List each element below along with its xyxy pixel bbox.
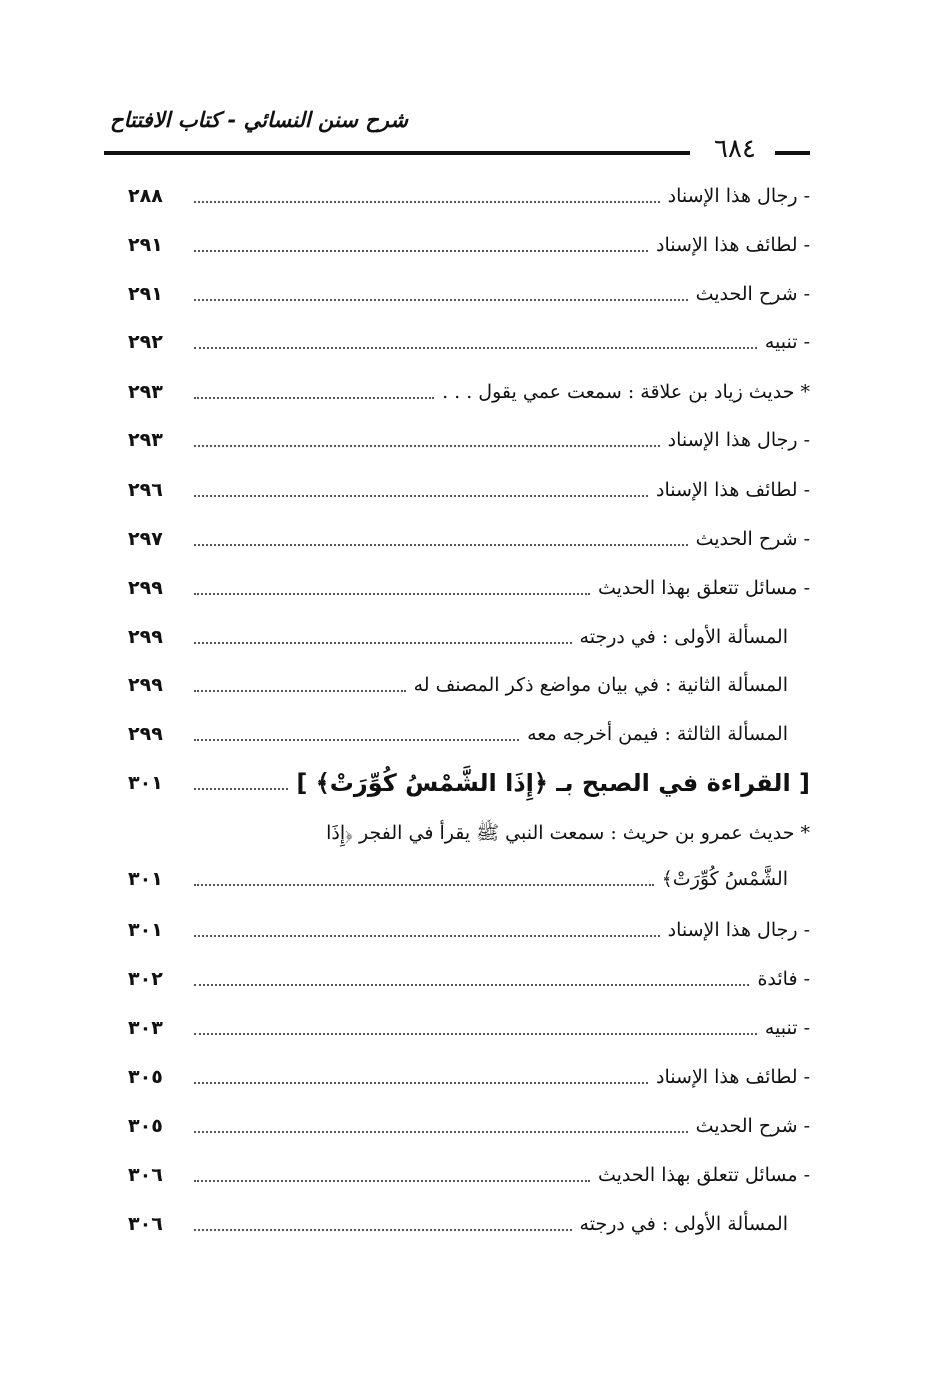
dot-leader — [194, 299, 688, 301]
toc-entry — [128, 420, 810, 460]
dot-leader — [194, 1180, 590, 1182]
entry-label: * حديث عمرو بن حريث : سمعت النبي ﷺ يقرأ في الفجر ﴿إِذَا — [326, 822, 810, 844]
entry-label: * حديث زياد بن علاقة : سمعت عمي يقول . . . — [442, 381, 810, 403]
toc-entry — [128, 274, 810, 314]
entry-label: - رجال هذا الإسناد — [667, 429, 810, 451]
entry-page: ٢٩٩ — [128, 626, 163, 648]
entry-label: المسألة الأولى : في درجته — [579, 1213, 788, 1235]
entry-page: ٢٩٢ — [128, 331, 163, 353]
entry-page: ٣٠٢ — [128, 968, 163, 990]
dot-leader — [194, 1033, 757, 1035]
entry-page: ٣٠٦ — [128, 1213, 163, 1235]
toc-entry — [128, 519, 810, 559]
entry-label: - مسائل تتعلق بهذا الحديث — [597, 1164, 810, 1186]
toc-entry — [128, 1204, 810, 1244]
dot-leader — [194, 739, 519, 741]
entry-label: - لطائف هذا الإسناد — [656, 479, 810, 501]
toc-entry — [128, 1155, 810, 1195]
dot-leader — [194, 788, 288, 790]
section-heading-label: [ القراءة في الصبح بـ ﴿إِذَا الشَّمْسُ كُوِّرَتْ﴾ ] — [296, 769, 810, 797]
toc-entry — [128, 225, 810, 265]
dot-leader — [194, 201, 660, 203]
entry-page: ٣٠٦ — [128, 1164, 163, 1186]
entry-label: - تنبيه — [764, 331, 810, 353]
header-rule — [104, 151, 690, 155]
entry-label: - لطائف هذا الإسناد — [656, 1066, 810, 1088]
toc-entry — [128, 959, 810, 999]
entry-page: ٢٩٩ — [128, 674, 163, 696]
entry-label: - شرح الحديث — [695, 528, 810, 550]
entry-label-continuation: الشَّمْسُ كُوِّرَتْ﴾ — [661, 868, 788, 890]
entry-label: المسألة الثانية : في بيان مواضع ذكر المصنف له — [413, 674, 788, 696]
dot-leader — [194, 250, 648, 252]
toc-entry — [128, 470, 810, 510]
toc-entry — [128, 372, 810, 412]
toc-entry — [128, 1008, 810, 1048]
toc-entry — [128, 568, 810, 608]
dot-leader — [194, 690, 406, 692]
toc-entry — [128, 665, 810, 705]
entry-page: ٢٩١ — [128, 234, 163, 256]
entry-label: - تنبيه — [764, 1017, 810, 1039]
toc-entry — [128, 1106, 810, 1146]
entry-page: ٢٩٦ — [128, 479, 163, 501]
dot-leader — [194, 935, 660, 937]
toc-entry — [128, 322, 810, 362]
entry-page: ٣٠٥ — [128, 1066, 163, 1088]
entry-page: ٣٠٣ — [128, 1017, 163, 1039]
entry-label: - فائدة — [757, 968, 810, 990]
entry-page: ٣٠١ — [128, 772, 163, 794]
page-number-dash — [775, 151, 810, 155]
toc-section-heading — [128, 763, 810, 803]
dot-leader — [194, 495, 648, 497]
entry-page: ٣٠٥ — [128, 1115, 163, 1137]
entry-page: ٢٩٩ — [128, 723, 163, 745]
entry-page: ٢٩٧ — [128, 528, 163, 550]
toc-entry — [128, 617, 810, 657]
dot-leader — [194, 984, 749, 986]
entry-label: - رجال هذا الإسناد — [667, 185, 810, 207]
entry-label: - شرح الحديث — [695, 283, 810, 305]
toc-entry — [128, 176, 810, 216]
dot-leader — [194, 347, 757, 349]
entry-page: ٢٨٨ — [128, 185, 163, 207]
dot-leader — [194, 445, 660, 447]
entry-label: - مسائل تتعلق بهذا الحديث — [597, 577, 810, 599]
toc-entry-two-line — [128, 810, 810, 902]
entry-page: ٢٩٣ — [128, 429, 163, 451]
entry-label: المسألة الثالثة : فيمن أخرجه معه — [527, 723, 788, 745]
entry-label: - رجال هذا الإسناد — [667, 919, 810, 941]
entry-page: ٣٠١ — [128, 868, 163, 890]
toc-entry — [128, 1057, 810, 1097]
entry-page: ٢٩٩ — [128, 577, 163, 599]
entry-page: ٢٩١ — [128, 283, 163, 305]
dot-leader — [194, 884, 654, 886]
entry-label: المسألة الأولى : في درجته — [579, 626, 788, 648]
dot-leader — [194, 1229, 572, 1231]
dot-leader — [194, 1131, 688, 1133]
entry-label: - شرح الحديث — [695, 1115, 810, 1137]
page-number: ٦٨٤ — [714, 134, 756, 164]
entry-label: - لطائف هذا الإسناد — [656, 234, 810, 256]
toc-entry — [128, 910, 810, 950]
dot-leader — [194, 642, 572, 644]
dot-leader — [194, 593, 590, 595]
running-header-title: شرح سنن النسائي - كتاب الافتتاح — [110, 108, 408, 132]
entry-page: ٣٠١ — [128, 919, 163, 941]
dot-leader — [194, 397, 434, 399]
entry-page: ٢٩٣ — [128, 381, 163, 403]
dot-leader — [194, 1082, 648, 1084]
dot-leader — [194, 544, 688, 546]
toc-entry — [128, 714, 810, 754]
